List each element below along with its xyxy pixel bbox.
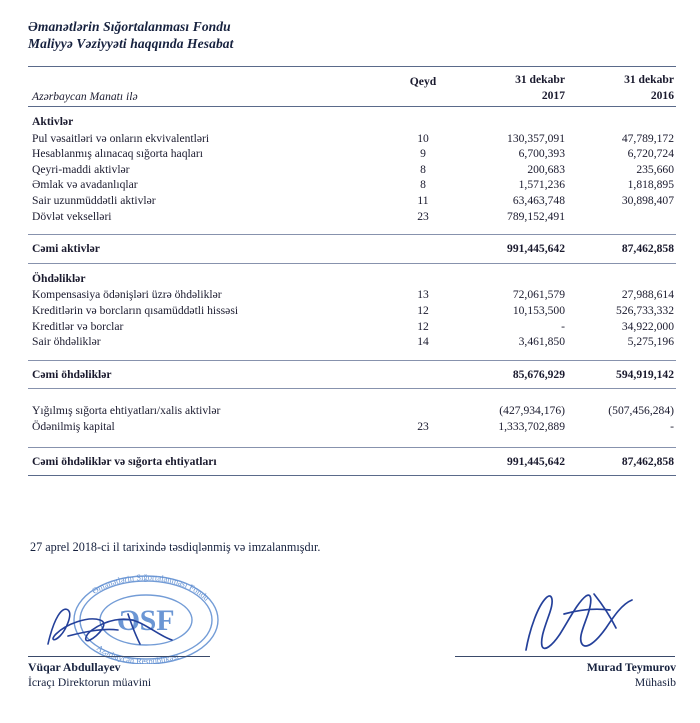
row-value-2017: (427,934,176) xyxy=(499,404,565,418)
signature-line-right xyxy=(455,656,675,657)
table-header-col-2016 xyxy=(567,72,676,103)
section-heading-assets xyxy=(28,107,676,131)
row-note: 11 xyxy=(417,193,429,207)
table-header-col-2016-date: 31 dekabr xyxy=(624,73,674,86)
row-label: Ödənilmiş kapital xyxy=(32,419,115,433)
table-row xyxy=(28,177,676,193)
financial-position-table xyxy=(28,66,676,476)
row-value-2017: 10,153,500 xyxy=(512,303,565,317)
signatory-left-title: İcraçı Direktorun müavini xyxy=(28,675,152,689)
table-row xyxy=(28,131,676,147)
row-label: Qeyri-maddi aktivlər xyxy=(32,162,130,176)
table-row xyxy=(28,287,676,303)
row-label: Sair öhdəliklər xyxy=(32,335,101,349)
row-value-2017: 6,700,393 xyxy=(518,147,565,161)
row-label: Dövlət vekselləri xyxy=(32,209,112,223)
row-note: 14 xyxy=(417,335,429,349)
table-total-row-assets xyxy=(28,241,676,257)
signatory-right-name: Murad Teymurov xyxy=(586,660,676,674)
grand-total-value-2017: 991,445,642 xyxy=(507,454,565,468)
row-value-2016: 27,988,614 xyxy=(621,288,674,302)
row-label: Sair uzunmüddətli aktivlər xyxy=(32,193,156,207)
row-note: 8 xyxy=(420,178,426,192)
row-value-2016: - xyxy=(670,419,674,433)
row-value-2016: 235,660 xyxy=(636,162,674,176)
table-header-col-2016-year: 2016 xyxy=(650,88,674,102)
row-value-2016: 34,922,000 xyxy=(621,319,674,333)
total-value-2017: 85,676,929 xyxy=(512,367,565,381)
table-header-note: Qeyd xyxy=(409,74,437,88)
total-label: Cəmi aktivlər xyxy=(32,242,100,256)
grand-total-label: Cəmi öhdəliklər və sığorta ehtiyatları xyxy=(32,454,217,468)
row-value-2016: 5,275,196 xyxy=(627,335,674,349)
table-row xyxy=(28,334,676,350)
row-value-2017: 1,333,702,889 xyxy=(498,419,565,433)
table-row xyxy=(28,303,676,319)
total-value-2016: 594,919,142 xyxy=(616,367,674,381)
row-note: 10 xyxy=(417,131,429,145)
table-header-col-2017-date: 31 dekabr xyxy=(515,73,565,86)
signature-mark-left xyxy=(40,596,190,656)
row-value-2017: 789,152,491 xyxy=(507,209,565,223)
table-row xyxy=(28,162,676,178)
total-value-2017: 991,445,642 xyxy=(507,242,565,256)
row-value-2016: 47,789,172 xyxy=(621,131,674,145)
signatory-right-title: Mühasib xyxy=(634,675,676,689)
table-grand-total-row xyxy=(28,454,676,470)
signature-line-left xyxy=(28,656,210,657)
row-note: 23 xyxy=(417,419,429,433)
table-header-col-2017 xyxy=(458,72,567,103)
row-value-2016: 6,720,724 xyxy=(627,147,674,161)
row-label: Kreditlərin və borcların qısamüddətli hissəsi xyxy=(32,303,239,317)
approval-statement: 27 aprel 2018-ci il tarixində təsdiqlənmiş və imzalanmışdır. xyxy=(30,540,321,554)
row-value-2017: 72,061,579 xyxy=(512,288,565,302)
row-note: 23 xyxy=(417,209,429,223)
row-value-2017: - xyxy=(561,319,565,333)
row-note: 9 xyxy=(420,147,426,161)
row-value-2017: 63,463,748 xyxy=(512,193,565,207)
row-label: Hesablanmış alınacaq sığorta haqları xyxy=(32,147,203,161)
table-row xyxy=(28,193,676,209)
row-note: 12 xyxy=(417,303,429,317)
table-row xyxy=(28,209,676,225)
row-note: 8 xyxy=(420,162,426,176)
total-value-2016: 87,462,858 xyxy=(621,242,674,256)
row-value-2017: 3,461,850 xyxy=(518,335,565,349)
table-row xyxy=(28,403,676,419)
row-note: 13 xyxy=(417,288,429,302)
grand-total-value-2016: 87,462,858 xyxy=(621,454,674,468)
row-value-2016: (507,456,284) xyxy=(608,404,674,418)
row-note: 12 xyxy=(417,319,429,333)
row-value-2017: 130,357,091 xyxy=(507,131,565,145)
table-row xyxy=(28,419,676,435)
row-value-2016: 1,818,895 xyxy=(627,178,674,192)
section-heading-liabilities xyxy=(28,264,676,288)
signatory-left-name: Vüqar Abdullayev xyxy=(28,660,121,674)
row-label: Əmlak və avadanlıqlar xyxy=(32,178,138,192)
svg-text:ƏSF: ƏSF xyxy=(117,604,175,637)
svg-text:Əmanətlərin Sığortalanması Fon: Əmanətlərin Sığortalanması Fondu xyxy=(90,572,212,603)
table-row xyxy=(28,319,676,335)
row-value-2017: 200,683 xyxy=(527,162,565,176)
grand-total-bottom-rule xyxy=(28,475,676,476)
total-label: Cəmi öhdəliklər xyxy=(32,367,112,381)
row-label: Pul vəsaitləri və onların ekvivalentləri xyxy=(32,131,210,145)
row-value-2016: 526,733,332 xyxy=(616,303,674,317)
official-stamp xyxy=(48,572,244,664)
row-label: Yığılmış sığorta ehtiyatları/xalis aktivlər xyxy=(32,404,221,418)
section-heading-assets-label: Aktivlər xyxy=(32,115,74,128)
report-title-line-2: Maliyyə Vəziyyəti haqqında Hesabat xyxy=(28,36,234,51)
svg-text:Azərbaycan Respublikası: Azərbaycan Respublikası xyxy=(94,642,180,664)
row-label: Kreditlər və borclar xyxy=(32,319,124,333)
table-header-col-2017-year: 2017 xyxy=(541,88,565,102)
section-heading-liabilities-label: Öhdəliklər xyxy=(32,271,86,285)
table-row xyxy=(28,146,676,162)
report-title-line-1: Əmanətlərin Sığortalanması Fondu xyxy=(28,19,231,34)
table-header-unit: Azərbaycan Manatı ilə xyxy=(32,90,138,103)
row-value-2016: 30,898,407 xyxy=(621,193,674,207)
row-label: Kompensasiya ödənişləri üzrə öhdəliklər xyxy=(32,288,222,302)
table-header-row xyxy=(28,67,676,106)
row-value-2017: 1,571,236 xyxy=(518,178,565,192)
table-total-row-liabilities xyxy=(28,367,676,383)
signature-mark-right xyxy=(520,588,650,656)
report-title xyxy=(28,18,588,52)
